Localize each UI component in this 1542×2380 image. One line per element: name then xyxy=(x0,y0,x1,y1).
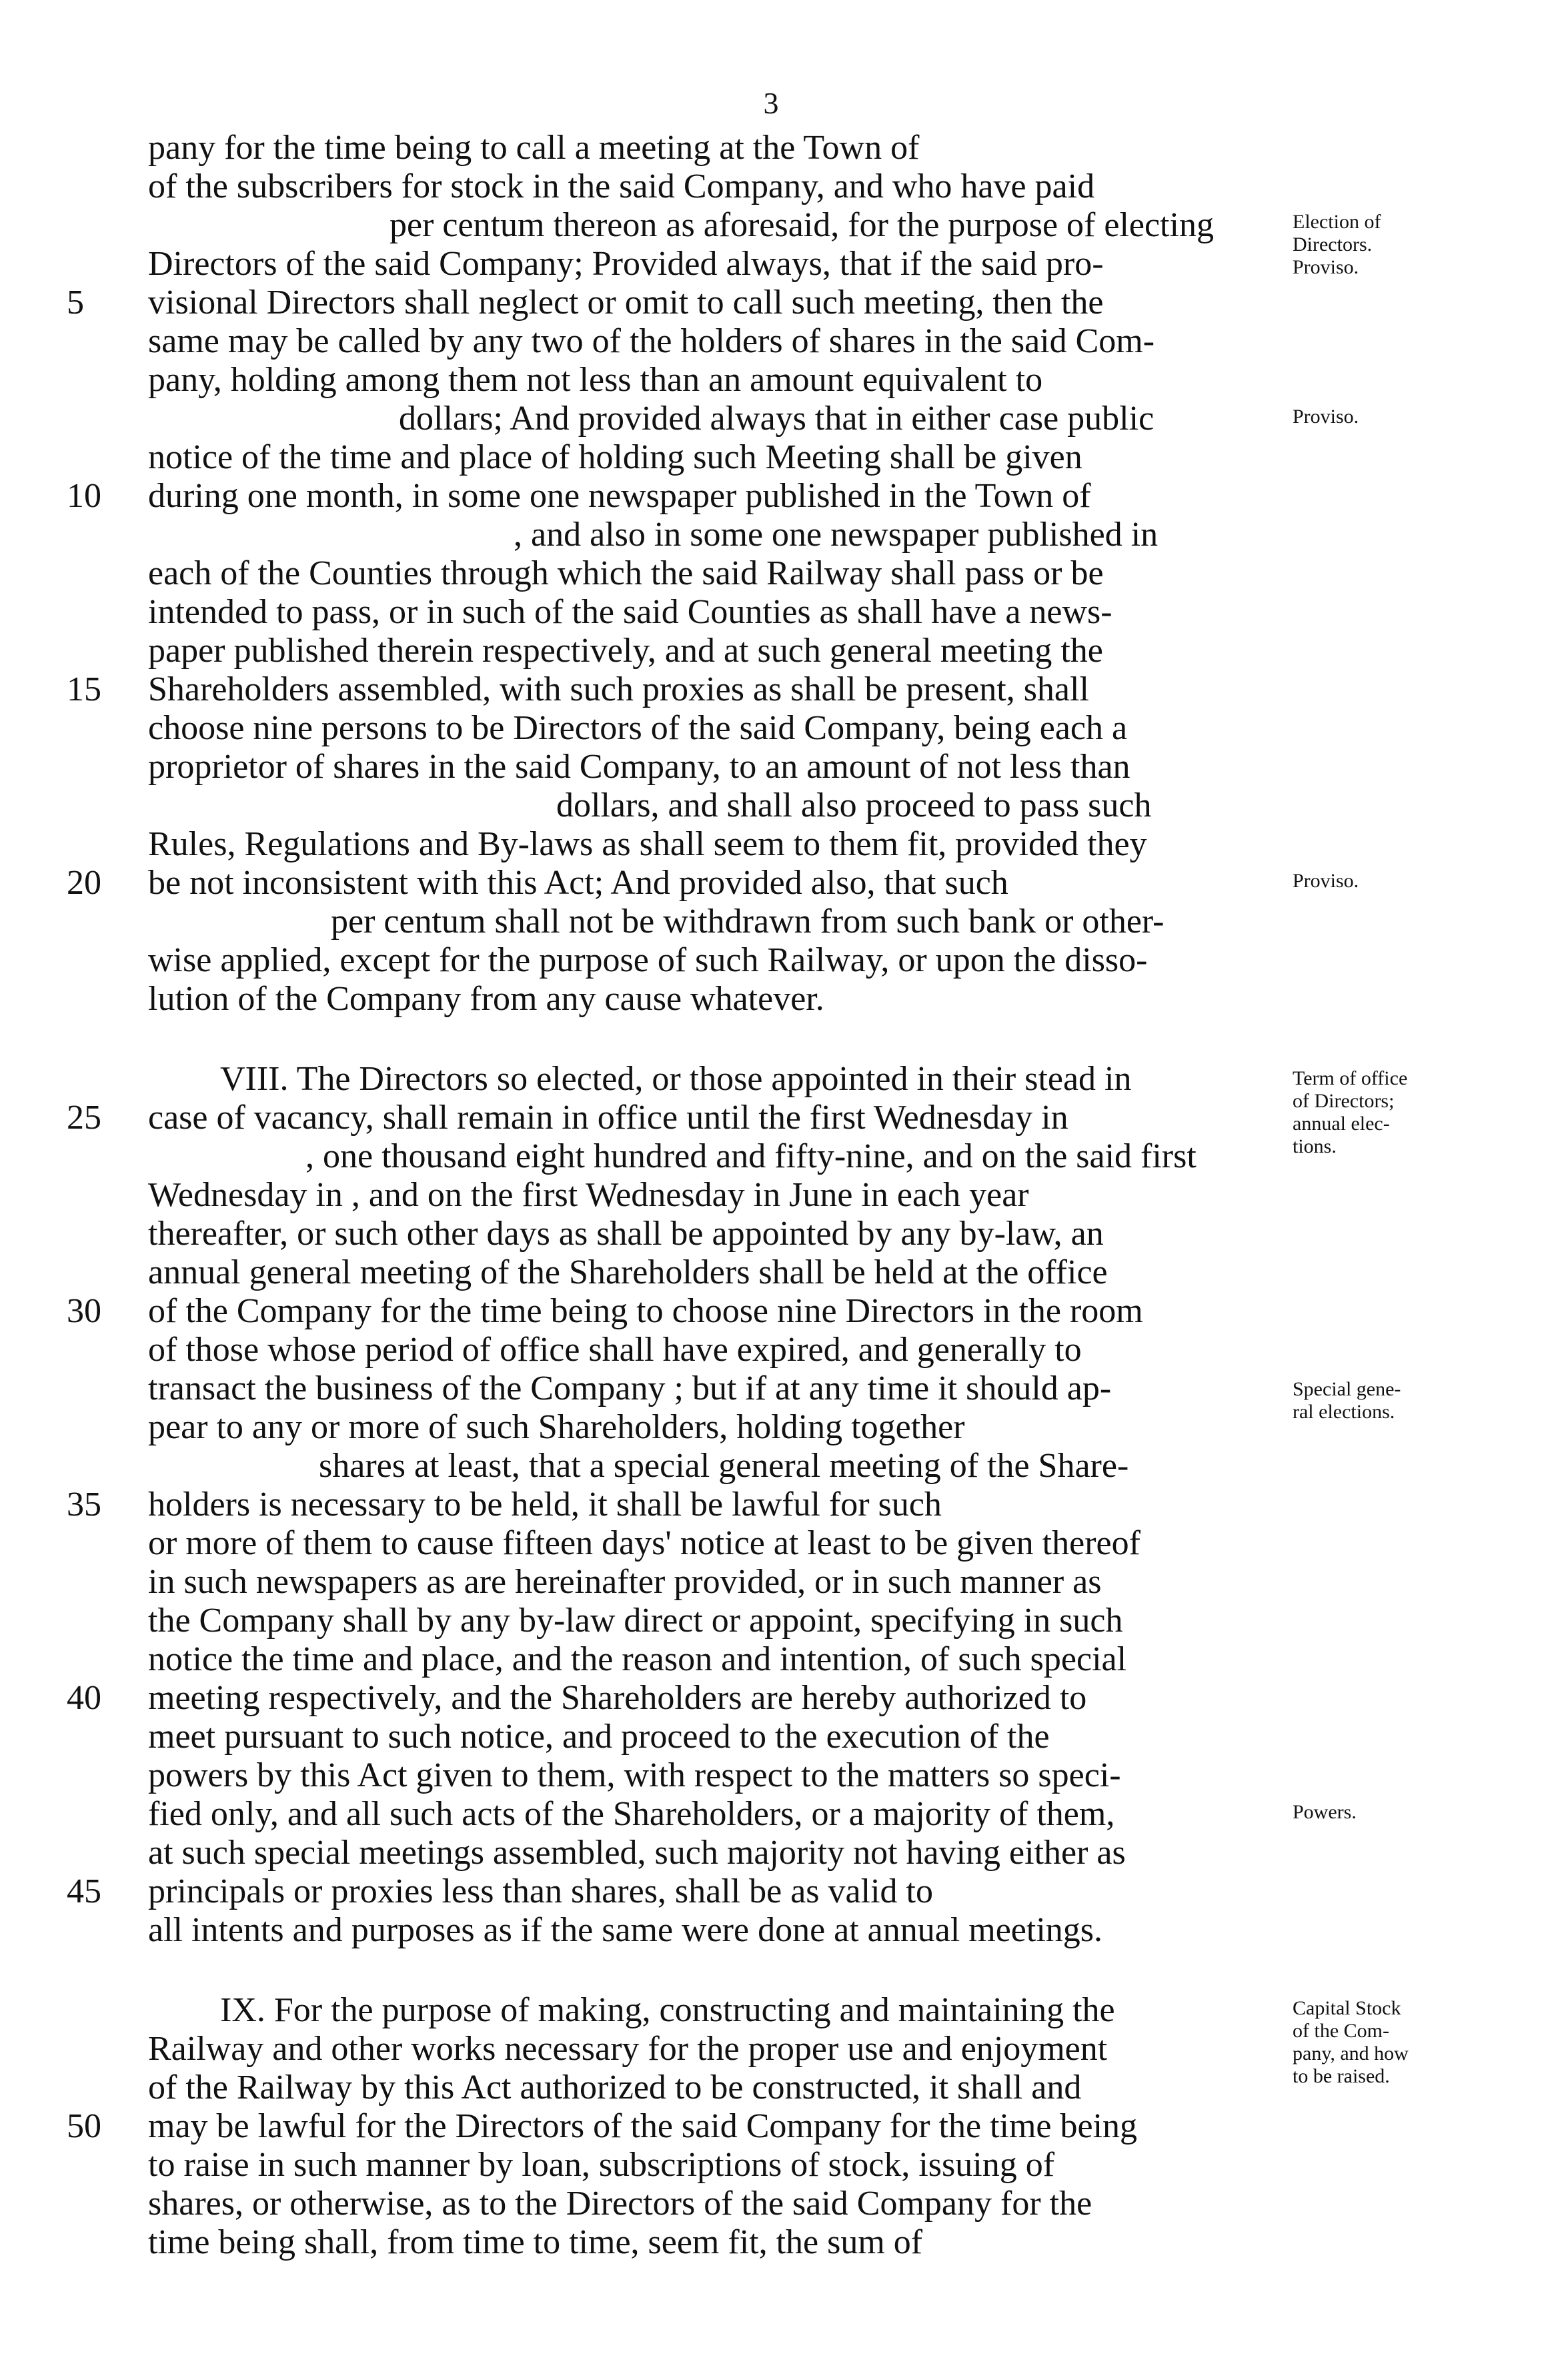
line-number: 50 xyxy=(67,2107,101,2145)
page-number: 3 xyxy=(763,86,779,120)
text-line: pany, holding among them not less than an amount equivalent to xyxy=(148,361,1043,399)
text-line: during one month, in some one newspaper published in the Town of xyxy=(148,477,1091,515)
margin-note: Election of xyxy=(1293,211,1381,233)
text-line: of those whose period of office shall have expired, and generally to xyxy=(148,1331,1082,1369)
text-line: of the subscribers for stock in the said Company, and who have paid xyxy=(148,167,1095,205)
text-line: each of the Counties through which the said Railway shall pass or be xyxy=(148,554,1104,592)
text-line: holders is necessary to be held, it shall be lawful for such xyxy=(148,1485,942,1524)
text-line: notice of the time and place of holding such Meeting shall be given xyxy=(148,438,1082,476)
margin-note: Capital Stock xyxy=(1293,1997,1401,2019)
text-line: may be lawful for the Directors of the said Company for the time being xyxy=(148,2107,1138,2145)
text-line: the Company shall by any by-law direct or appoint, specifying in such xyxy=(148,1602,1123,1640)
text-line: meet pursuant to such notice, and proceed to the execution of the xyxy=(148,1718,1050,1756)
text-line: dollars, and shall also proceed to pass such xyxy=(556,786,1152,824)
margin-note: pany, and how xyxy=(1293,2042,1409,2064)
text-line: annual general meeting of the Shareholders shall be held at the office xyxy=(148,1253,1108,1291)
text-line: wise applied, except for the purpose of such Railway, or upon the disso- xyxy=(148,941,1148,979)
text-line: proprietor of shares in the said Company, to an amount of not less than xyxy=(148,748,1130,786)
margin-note: of Directors; xyxy=(1293,1090,1395,1112)
line-number: 15 xyxy=(67,670,101,708)
text-line: pany for the time being to call a meeting at the Town of xyxy=(148,129,920,167)
text-line: same may be called by any two of the holders of shares in the said Com- xyxy=(148,322,1155,360)
line-number: 30 xyxy=(67,1292,101,1330)
text-line: of the Railway by this Act authorized to be constructed, it shall and xyxy=(148,2068,1082,2107)
margin-note: annual elec- xyxy=(1293,1113,1390,1135)
margin-note: tions. xyxy=(1293,1135,1337,1157)
text-line: in such newspapers as are hereinafter provided, or in such manner as xyxy=(148,1563,1102,1601)
text-line: Rules, Regulations and By-laws as shall seem to them fit, provided they xyxy=(148,825,1147,863)
text-line: VIII. The Directors so elected, or those appointed in their stead in xyxy=(220,1060,1132,1098)
margin-note: Special gene- xyxy=(1293,1378,1401,1400)
text-line: or more of them to cause fifteen days' notice at least to be given thereof xyxy=(148,1524,1140,1562)
text-line: be not inconsistent with this Act; And provided also, that such xyxy=(148,864,1008,902)
text-line: Wednesday in , and on the first Wednesday in June in each year xyxy=(148,1176,1029,1214)
line-number: 45 xyxy=(67,1872,101,1910)
line-number: 35 xyxy=(67,1485,101,1524)
text-line: time being shall, from time to time, seem fit, the sum of xyxy=(148,2223,923,2261)
text-line: dollars; And provided always that in either case public xyxy=(399,400,1154,438)
text-line: shares, or otherwise, as to the Directors of the said Company for the xyxy=(148,2185,1092,2223)
text-line: shares at least, that a special general meeting of the Share- xyxy=(319,1447,1129,1485)
margin-note: Proviso. xyxy=(1293,870,1359,892)
text-line: principals or proxies less than shares, shall be as valid to xyxy=(148,1872,933,1910)
text-line: Shareholders assembled, with such proxies as shall be present, shall xyxy=(148,670,1089,708)
text-line: , and also in some one newspaper published in xyxy=(514,516,1159,554)
text-line: of the Company for the time being to choose nine Directors in the room xyxy=(148,1292,1143,1330)
text-line: pear to any or more of such Shareholders, holding together xyxy=(148,1408,965,1446)
text-line: notice the time and place, and the reason and intention, of such special xyxy=(148,1640,1127,1678)
text-line: meeting respectively, and the Shareholders are hereby authorized to xyxy=(148,1679,1087,1717)
text-line: thereafter, or such other days as shall be appointed by any by-law, an xyxy=(148,1215,1104,1253)
line-number: 25 xyxy=(67,1099,101,1137)
margin-note: Powers. xyxy=(1293,1801,1357,1823)
line-number: 20 xyxy=(67,864,101,902)
text-line: , one thousand eight hundred and fifty-nine, and on the said first xyxy=(305,1137,1197,1175)
margin-note: Term of office xyxy=(1293,1067,1408,1089)
line-number: 5 xyxy=(67,283,84,322)
text-line: per centum shall not be withdrawn from such bank or other- xyxy=(331,903,1165,941)
text-line: fied only, and all such acts of the Shareholders, or a majority of them, xyxy=(148,1795,1115,1833)
margin-note: of the Com- xyxy=(1293,2020,1389,2042)
text-line: at such special meetings assembled, such majority not having either as xyxy=(148,1834,1126,1872)
margin-note: Proviso. xyxy=(1293,406,1359,428)
margin-note: Directors. xyxy=(1293,233,1373,255)
margin-note: Proviso. xyxy=(1293,256,1359,278)
text-line: per centum thereon as aforesaid, for the purpose of electing xyxy=(390,206,1214,244)
margin-note: to be raised. xyxy=(1293,2065,1390,2087)
line-number: 10 xyxy=(67,477,101,515)
text-line: IX. For the purpose of making, constructing and maintaining the xyxy=(220,1991,1115,2029)
text-line: powers by this Act given to them, with respect to the matters so speci- xyxy=(148,1756,1121,1794)
text-line: paper published therein respectively, and at such general meeting the xyxy=(148,632,1103,670)
text-line: to raise in such manner by loan, subscriptions of stock, issuing of xyxy=(148,2146,1055,2184)
text-line: Directors of the said Company; Provided always, that if the said pro- xyxy=(148,245,1104,283)
text-line: choose nine persons to be Directors of the said Company, being each a xyxy=(148,709,1128,747)
text-line: visional Directors shall neglect or omit to call such meeting, then the xyxy=(148,283,1104,322)
text-line: Railway and other works necessary for the proper use and enjoyment xyxy=(148,2030,1108,2068)
text-line: transact the business of the Company ; but if at any time it should ap- xyxy=(148,1369,1112,1407)
margin-note: ral elections. xyxy=(1293,1401,1395,1423)
text-line: lution of the Company from any cause whatever. xyxy=(148,980,824,1018)
text-line: case of vacancy, shall remain in office until the first Wednesday in xyxy=(148,1099,1068,1137)
text-line: all intents and purposes as if the same were done at annual meetings. xyxy=(148,1911,1103,1949)
text-line: intended to pass, or in such of the said Counties as shall have a news- xyxy=(148,593,1112,631)
line-number: 40 xyxy=(67,1679,101,1717)
